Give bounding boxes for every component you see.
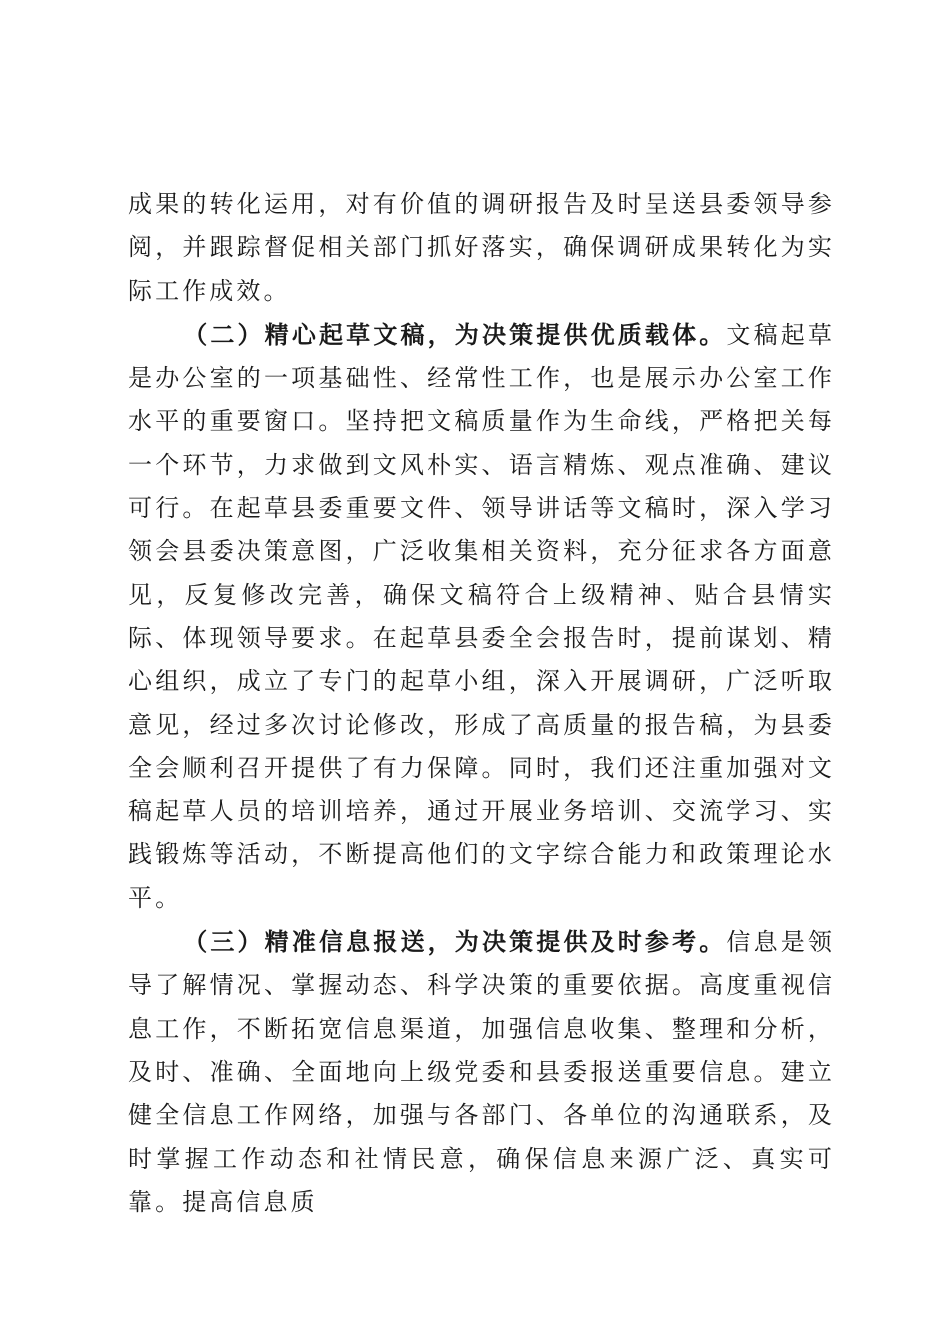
paragraph-1 (128, 183, 835, 313)
paragraph-3-text: 信息是领导了解情况、掌握动态、科学决策的重要依据。高度重视信息工作，不断拓宽信息渠道，加强信息收集、整理和分析，及时、准确、全面地向上级党委和县委报送重要信息。建立健全信息工作网络，加强与各部门、各单位的沟通联系，及时掌握工作动态和社情民意，确保信息来源广泛、真实可靠。提高信息质 (128, 928, 836, 1216)
paragraph-2-heading: （二）精心起草文稿，为决策提供优质载体。 (183, 319, 727, 349)
document-body (128, 183, 835, 1224)
paragraph-3 (128, 920, 835, 1224)
paragraph-3-heading: （三）精准信息报送，为决策提供及时参考。 (183, 927, 727, 957)
paragraph-2 (128, 313, 835, 920)
paragraph-2-text: 文稿起草是办公室的一项基础性、经常性工作，也是展示办公室工作水平的重要窗口。坚持把文稿质量作为生命线，严格把关每一个环节，力求做到文风朴实、语言精炼、观点准确、建议可行。在起草县委重要文件、领导讲话等文稿时，深入学习领会县委决策意图，广泛收集相关资料，充分征求各方面意见，反复修改完善，确保文稿符合上级精神、贴合县情实际、体现领导要求。在起草县委全会报告时，提前谋划、精心组织，成立了专门的起草小组，深入开展调研，广泛听取意见，经过多次讨论修改，形成了高质量的报告稿，为县委全会顺利召开提供了有力保障。同时，我们还注重加强对文稿起草人员的培训培养，通过开展业务培训、交流学习、实践锻炼等活动，不断提高他们的文字综合能力和政策理论水平。 (128, 320, 836, 912)
paragraph-1-text: 成果的转化运用，对有价值的调研报告及时呈送县委领导参阅，并跟踪督促相关部门抓好落实，确保调研成果转化为实际工作成效。 (128, 190, 835, 305)
